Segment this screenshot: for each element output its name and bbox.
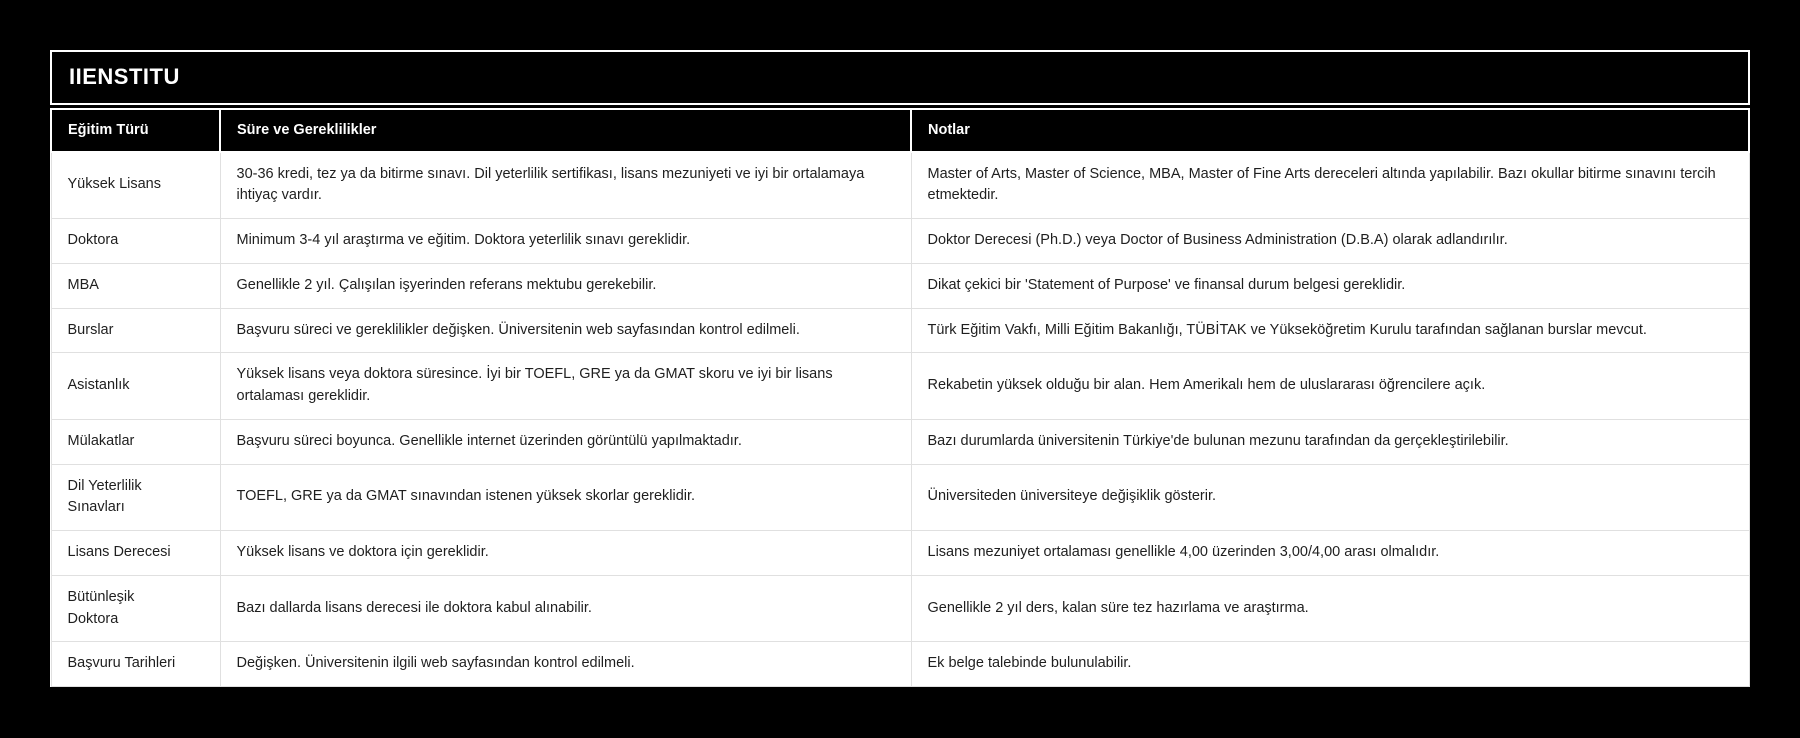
table-title: IIENSTITU [50,50,1750,105]
table-row [51,219,1749,264]
table-row [51,308,1749,353]
table-row [51,575,1749,642]
table-row [51,353,1749,420]
cell-sure-ve-gereklilikler: Başvuru süreci boyunca. Genellikle internet üzerinden görüntülü yapılmaktadır. [220,419,911,464]
cell-egitim-turu: MBA [51,263,220,308]
header-row [51,109,1749,152]
cell-egitim-turu: Doktora [51,219,220,264]
column-header-egitim-turu: Eğitim Türü [51,109,220,152]
education-info-table [50,50,1750,687]
cell-sure-ve-gereklilikler: Genellikle 2 yıl. Çalışılan işyerinden referans mektubu gerekebilir. [220,263,911,308]
cell-egitim-turu: Başvuru Tarihleri [51,642,220,687]
table-row [51,642,1749,687]
cell-sure-ve-gereklilikler: Değişken. Üniversitenin ilgili web sayfasından kontrol edilmeli. [220,642,911,687]
cell-notlar: Master of Arts, Master of Science, MBA, Master of Fine Arts dereceleri altında yapılabilir. Bazı okullar bitirme sınavını tercih etmektedir. [911,152,1749,219]
cell-sure-ve-gereklilikler: 30-36 kredi, tez ya da bitirme sınavı. Dil yeterlilik sertifikası, lisans mezuniyeti ve iyi bir ortalamaya ihtiyaç vardır. [220,152,911,219]
cell-sure-ve-gereklilikler: TOEFL, GRE ya da GMAT sınavından istenen yüksek skorlar gereklidir. [220,464,911,531]
cell-notlar: Dikat çekici bir 'Statement of Purpose' ve finansal durum belgesi gereklidir. [911,263,1749,308]
cell-notlar: Rekabetin yüksek olduğu bir alan. Hem Amerikalı hem de uluslararası öğrencilere açık. [911,353,1749,420]
cell-sure-ve-gereklilikler: Bazı dallarda lisans derecesi ile doktora kabul alınabilir. [220,575,911,642]
cell-egitim-turu: Bütünleşik Doktora [51,575,220,642]
cell-egitim-turu: Yüksek Lisans [51,152,220,219]
cell-sure-ve-gereklilikler: Minimum 3-4 yıl araştırma ve eğitim. Doktora yeterlilik sınavı gereklidir. [220,219,911,264]
column-header-sure-ve-gereklilikler: Süre ve Gereklilikler [220,109,911,152]
cell-notlar: Bazı durumlarda üniversitenin Türkiye'de bulunan mezunu tarafından da gerçekleştirilebilir. [911,419,1749,464]
cell-notlar: Lisans mezuniyet ortalaması genellikle 4,00 üzerinden 3,00/4,00 arası olmalıdır. [911,531,1749,576]
cell-notlar: Üniversiteden üniversiteye değişiklik gösterir. [911,464,1749,531]
cell-notlar: Doktor Derecesi (Ph.D.) veya Doctor of Business Administration (D.B.A) olarak adlandırılır. [911,219,1749,264]
cell-egitim-turu: Mülakatlar [51,419,220,464]
table-row [51,464,1749,531]
column-header-notlar: Notlar [911,109,1749,152]
table-row [51,419,1749,464]
cell-notlar: Genellikle 2 yıl ders, kalan süre tez hazırlama ve araştırma. [911,575,1749,642]
cell-egitim-turu: Burslar [51,308,220,353]
cell-notlar: Türk Eğitim Vakfı, Milli Eğitim Bakanlığı, TÜBİTAK ve Yükseköğretim Kurulu tarafından sağlanan burslar mevcut. [911,308,1749,353]
data-table [50,108,1750,688]
cell-egitim-turu: Lisans Derecesi [51,531,220,576]
cell-sure-ve-gereklilikler: Yüksek lisans ve doktora için gereklidir. [220,531,911,576]
cell-sure-ve-gereklilikler: Yüksek lisans veya doktora süresince. İyi bir TOEFL, GRE ya da GMAT skoru ve iyi bir lisans ortalaması gereklidir. [220,353,911,420]
cell-egitim-turu: Dil Yeterlilik Sınavları [51,464,220,531]
cell-sure-ve-gereklilikler: Başvuru süreci ve gereklilikler değişken. Üniversitenin web sayfasından kontrol edilmeli. [220,308,911,353]
table-row [51,531,1749,576]
cell-egitim-turu: Asistanlık [51,353,220,420]
cell-notlar: Ek belge talebinde bulunulabilir. [911,642,1749,687]
table-row [51,263,1749,308]
table-row [51,152,1749,219]
